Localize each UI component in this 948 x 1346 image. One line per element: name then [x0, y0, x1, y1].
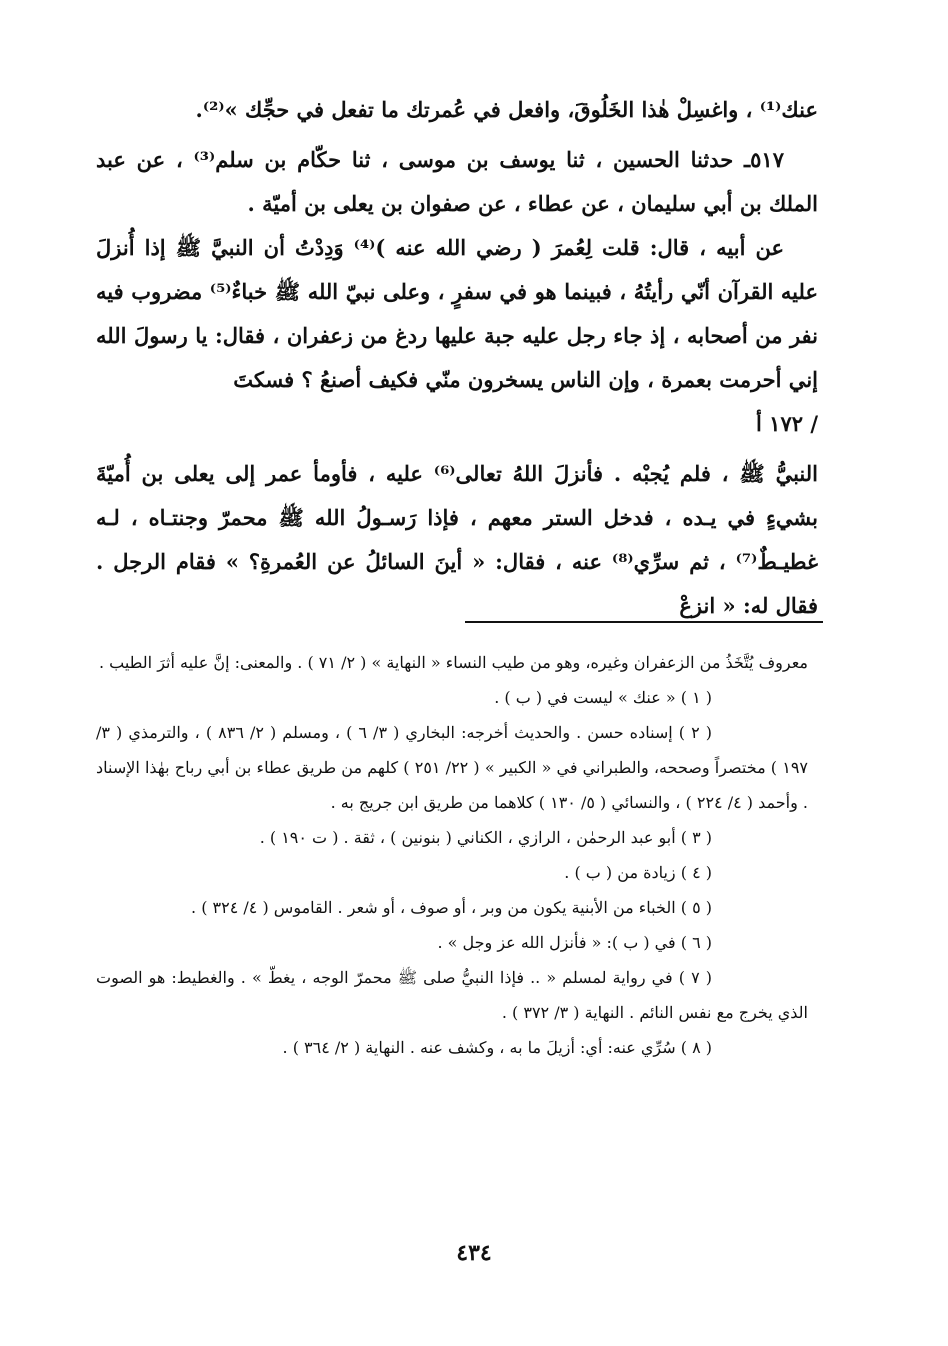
- footnote-separator: [465, 621, 823, 623]
- footnote-8: ( ٨ ) سُرِّي عنه: أي: أزيلَ ما به ، وكشف عنه . النهاية ( ٢/ ٣٦٤ ) .: [282, 1038, 712, 1057]
- manuscript-folio-marker: / ١٧٢ أ: [756, 411, 818, 436]
- footnote-5: ( ٥ ) الخباء من الأبنية يكون من وبر ، أو صوف ، أو شعر . القاموس ( ٤/ ٣٢٤ ) .: [191, 898, 712, 917]
- footnote-6: ( ٦ ) في ( ب ): « فأنزل الله عز وجل » .: [437, 933, 712, 952]
- hadith-517-matn: عن أبيه ، قال: قلت لِعُمرَ ( رضي الله عنه )⁽⁴⁾ وَدِدْتُ أن النبيَّ ﷺ إذا أُنزلَ عليه القرآن أنّي رأيتُهُ ، فبينما هو في سفرٍ ، وعلى نبيّ الله ﷺ خباءٌ⁽⁵⁾ مضروب فيه نفر من أصحابه ، إذ جاء رجل عليه جبة عليها ردغ من زعفران ، فقال: يا رسولَ الله إني أحرمت بعمرة ، وإن الناس يسخرون منّي فكيف أصنعُ ؟ فسكتَ: [96, 235, 818, 392]
- footnote-4: ( ٤ ) زيادة من ( ب ) .: [564, 863, 712, 882]
- footnote-7: ( ٧ ) في رواية لمسلم « .. فإذا النبيُّ صلى ﷺ محمرّ الوجه ، يغطّ » . والغطيط: هو الصوت الذي يخرج مع نفس النائم . النهاية ( ٣/ ٣٧٢ ) .: [96, 968, 808, 1022]
- main-text: [96, 88, 818, 628]
- footnote-1: ( ١ ) « عنك » ليست في ( ب ) .: [494, 688, 712, 707]
- footnotes: [96, 645, 808, 1065]
- footnote-3: ( ٣ ) أبو عبد الرحمٰن ، الرازي ، الكناني ( بنونين ) ، ثقة . ( ت ١٩٠ ) .: [259, 828, 712, 847]
- paragraph-1: عنك⁽¹⁾ ، واغسِلْ هٰذا الخَلُوقَ، وافعل في عُمرتك ما تفعل في حجِّك »⁽²⁾.: [195, 97, 818, 122]
- hadith-517-isnad: ٥١٧ـ حدثنا الحسين ، ثنا يوسف بن موسى ، ثنا حكّام بن سلم⁽³⁾ ، عن عبد الملك بن أبي سليمان ، عن عطاء ، عن صفوان بن يعلى بن أميّة .: [96, 147, 818, 216]
- footnote-2: ( ٢ ) إسناده حسن . والحديث أخرجه: البخاري ( ٣/ ٦ ) ، ومسلم ( ٢/ ٨٣٦ ) ، والترمذي ( ٣/ ١٩٧ ) مختصراً وصححه، والطبراني في « الكبير » ( ٢٢/ ٢٥١ ) كلهم من طريق عطاء بن أبي رباح بهٰذا الإسناد . وأحمد ( ٤/ ٢٢٤ ) ، والنسائي ( ٥/ ١٣٠ ) كلاهما من طريق ابن جريج به .: [96, 723, 808, 812]
- page-number: ٤٣٤: [456, 1240, 492, 1266]
- footnote-carryover: معروف يُتَّخَذُ من الزعفران وغيره، وهو من طيب النساء « النهاية » ( ٢/ ٧١ ) . والمعنى: إنَّ عليه أثرَ الطيب .: [98, 653, 808, 672]
- hadith-517-continuation: النبيُّ ﷺ ، فلم يُجبْه . فأنزلَ اللهُ تعالى⁽⁶⁾ عليه ، فأومأ عمر إلى يعلى بن أُميّةَ بشيءٍ في يـده ، فدخل الستر معهم ، فإذا رَسـولُ الله ﷺ محمرّ وجنتـاه ، لـه غطيـطٌ⁽⁷⁾ ، ثم سرِّي⁽⁸⁾ عنه ، فقال: « أينَ السائلُ عن العُمرةِ؟ » فقام الرجل . فقال له: « انزعْ: [96, 461, 819, 618]
